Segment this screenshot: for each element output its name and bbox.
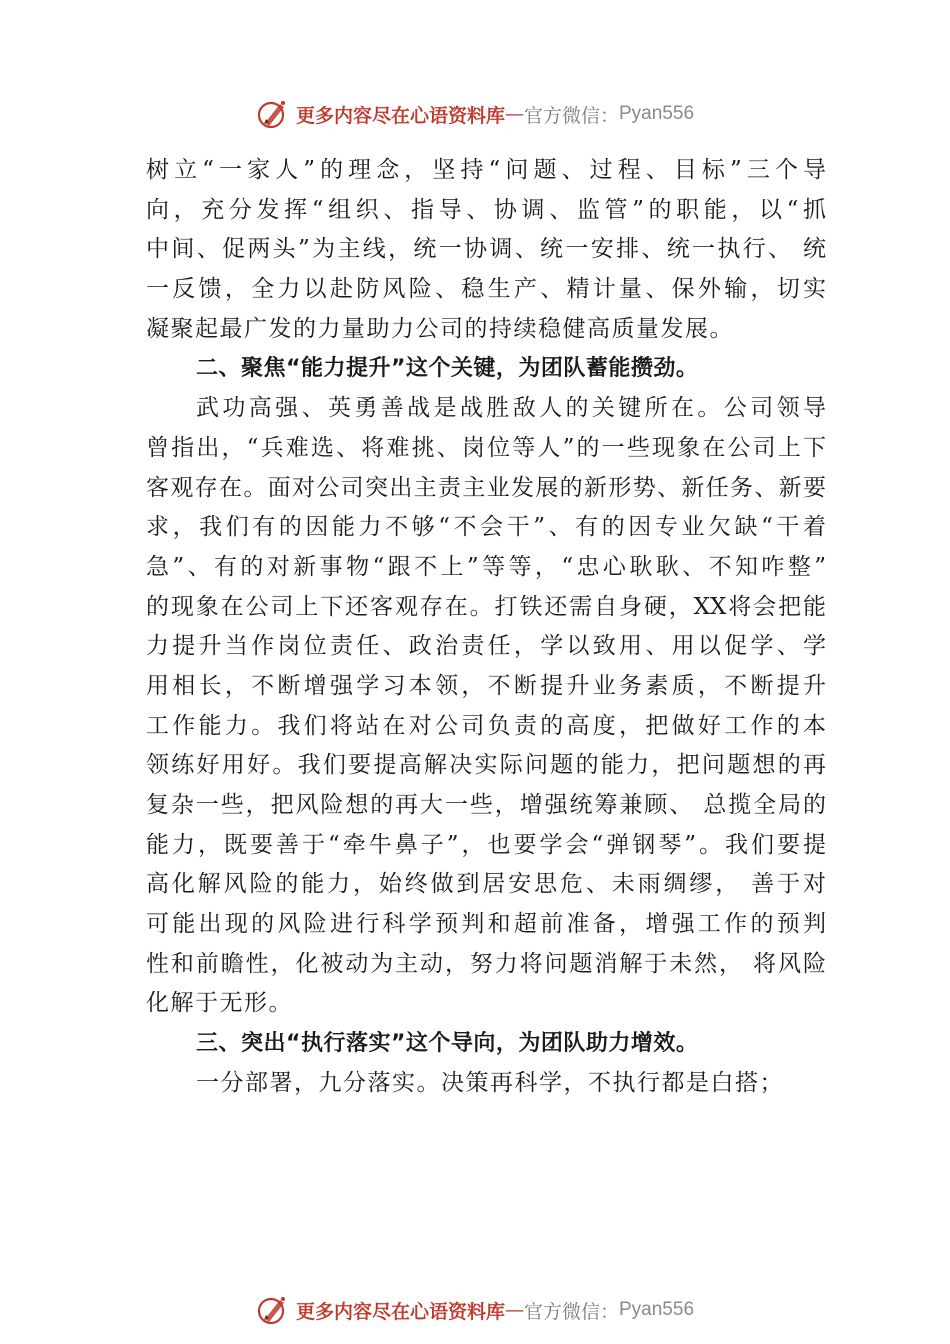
document-body: [146, 151, 826, 1104]
section-heading: 二、聚焦“能力提升”这个关键，为团队蓄能攒劲。: [196, 356, 699, 382]
body-line: 一分部署，九分落实。决策再科学，不执行都是白搭；: [196, 1069, 784, 1096]
body-line: 性和前瞻性，化被动为主动，努力将问题消解于未然， 将风险: [146, 950, 826, 977]
body-line: 的现象在公司上下还客观存在。打铁还需自身硬，XX将会把能: [146, 593, 826, 620]
body-line: 能力，既要善于“牵牛鼻子”，也要学会“弹钢琴”。我们要提: [146, 831, 826, 858]
body-line: 工作能力。我们将站在对公司负责的高度，把做好工作的本: [146, 712, 826, 739]
section-heading: 三、突出“执行落实”这个导向，为团队助力增效。: [196, 1031, 699, 1057]
wechat-label: 官方微信：: [523, 1300, 619, 1323]
body-line: 一反馈，全力以赴防风险、稳生产、精计量、保外输，切实: [146, 276, 826, 303]
library-name: 更多内容尽在心语资料库: [295, 104, 505, 127]
footer-banner: [0, 1290, 950, 1330]
header-banner: [0, 94, 950, 134]
banner-dash: —: [504, 1299, 524, 1321]
body-line: 用相长，不断增强学习本领，不断提升业务素质，不断提升: [146, 672, 826, 699]
body-line: 树立“一家人”的理念，坚持“问题、过程、目标”三个导: [146, 157, 826, 183]
pen-logo-icon: [256, 1293, 290, 1327]
wechat-label: 官方微信：: [523, 104, 619, 127]
pen-logo-icon: [256, 97, 290, 131]
body-line: 可能出现的风险进行科学预判和超前准备，增强工作的预判: [146, 911, 826, 938]
wechat-id: Pyan556: [619, 103, 695, 124]
body-line: 力提升当作岗位责任、政治责任，学以致用、用以促学、学: [146, 633, 826, 660]
body-line: 曾指出，“兵难选、将难挑、岗位等人”的一些现象在公司上下: [146, 434, 826, 461]
body-line: 高化解风险的能力，始终做到居安思危、未雨绸缪， 善于对: [146, 871, 826, 898]
body-line: 向，充分发挥“组织、指导、协调、监管”的职能，以“抓: [146, 196, 826, 223]
wechat-id: Pyan556: [619, 1299, 695, 1320]
body-line: 化解于无形。: [146, 990, 293, 1017]
body-line: 求，我们有的因能力不够“不会干”、有的因专业欠缺“干着: [146, 514, 826, 541]
banner-dash: —: [504, 103, 524, 125]
body-line: 急”、有的对新事物“跟不上”等等，“忠心耿耿、不知咋整”: [146, 553, 826, 580]
body-line: 领练好用好。我们要提高解决实际问题的能力，把问题想的再: [146, 752, 826, 779]
library-name: 更多内容尽在心语资料库: [295, 1300, 505, 1323]
body-line: 凝聚起最广发的力量助力公司的持续稳健高质量发展。: [146, 315, 734, 342]
body-line: 复杂一些，把风险想的再大一些，增强统筹兼顾、 总揽全局的: [146, 792, 826, 818]
body-line: 客观存在。面对公司突出主责主业发展的新形势、新任务、新要: [146, 474, 826, 501]
body-line: 中间、促两头”为主线，统一协调、统一安排、统一执行、 统: [146, 236, 826, 263]
body-line: 武功高强、英勇善战是战胜敌人的关键所在。公司领导: [196, 395, 826, 422]
